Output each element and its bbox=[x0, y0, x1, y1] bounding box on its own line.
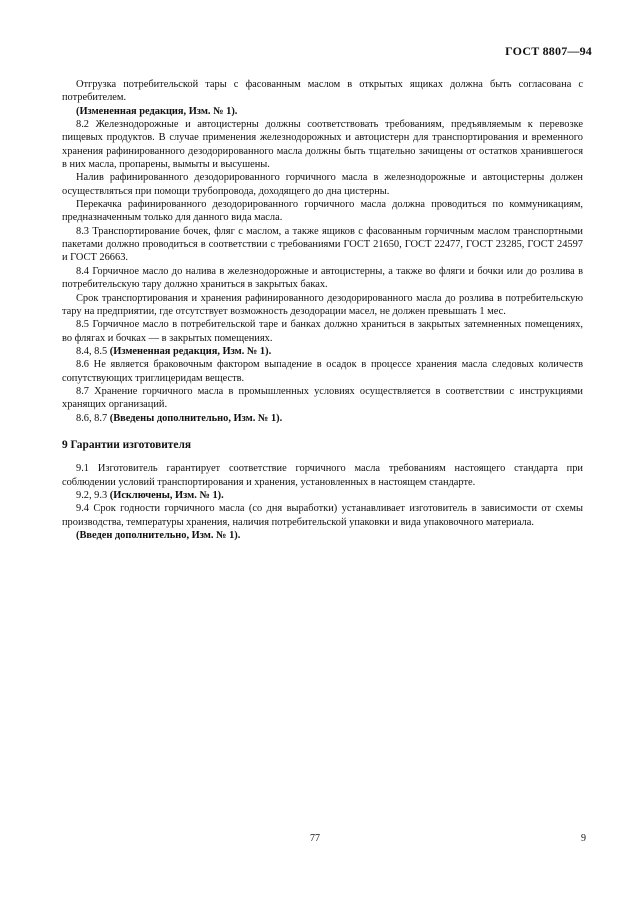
amendment-ref: (Введены дополнительно, Изм. № 1). bbox=[109, 412, 283, 424]
paragraph-8-4: 8.4 Горчичное масло до налива в железнодорожные и автоцистерны, а также во фляги и бочки или до розлива в потребительскую тару должно храниться в закрытых баках. bbox=[62, 265, 583, 291]
document-header: ГОСТ 8807—94 bbox=[505, 44, 592, 58]
clause-numbers: 8.6, 8.7 bbox=[76, 412, 110, 424]
amendment-note: (Измененная редакция, Изм. № 1). bbox=[76, 105, 238, 117]
section-heading: 9 Гарантии изготовителя bbox=[62, 438, 191, 451]
paragraph: Налив рафинированного дезодорированного горчичного масла в железнодорожные и автоцистерны должен осуществляться при помощи трубопровода, доходящего до дна цистерны. bbox=[62, 172, 583, 197]
paragraph-8-2: 8.2 Железнодорожные и автоцистерны должны соответствовать требованиям, предъявляемым к перевозке пищевых продуктов. В случае применения железнодорожных и автоцистерн для транспортирования и временного хранения рафинированного дезодорированного масла должны быть тщательно зачищены от остатков хранившегося в них масла, пропарены, вымыты и высушены. bbox=[62, 119, 583, 171]
paragraph: Перекачка рафинированного дезодорированного горчичного масла должна проводиться по коммуникациям, предназначенным только для данного вида масла. bbox=[62, 199, 583, 224]
paragraph-8-7: 8.7 Хранение горчичного масла в промышленных условиях осуществляется в соответствии с инструкциями хранящих организаций. bbox=[62, 385, 583, 411]
page-number-center: 77 bbox=[310, 833, 320, 844]
amendment-ref: (Исключены, Изм. № 1). bbox=[109, 489, 224, 501]
amendment-note bbox=[62, 489, 583, 502]
amendment-note: (Введен дополнительно, Изм. № 1). bbox=[76, 530, 241, 541]
amendment-note bbox=[62, 345, 583, 358]
paragraph-8-6: 8.6 Не является браковочным фактором выпадение в осадок в процессе хранения масла следовых количеств сопутствующих триглицеридам веществ. bbox=[62, 359, 583, 384]
paragraph-8-5: 8.5 Горчичное масло в потребительской таре и банках должно храниться в закрытых затемненных помещениях, во флягах и бочках — в закрытых помещениях. bbox=[62, 319, 583, 344]
clause-numbers: 8.4, 8.5 bbox=[76, 345, 110, 357]
paragraph-9-1: 9.1 Изготовитель гарантирует соответствие горчичного масла требованиям настоящего стандарта при соблюдении условий транспортирования и хранения, установленных в настоящем стандарте. bbox=[62, 463, 583, 488]
paragraph-9-4: 9.4 Срок годности горчичного масла (со дня выработки) устанавливает изготовитель в зависимости от схемы производства, температуры хранения, наличия потребительской упаковки и вида упаковочного материала. bbox=[62, 503, 583, 528]
paragraph-8-3: 8.3 Транспортирование бочек, фляг с маслом, а также ящиков с фасованным горчичным маслом транспортными пакетами должно проводиться в соответствии с требованиями ГОСТ 21650, ГОСТ 22477, ГОСТ 23285, ГОСТ 24597 и ГОСТ 26663. bbox=[62, 225, 583, 264]
amendment-ref: (Измененная редакция, Изм. № 1). bbox=[109, 345, 272, 357]
clause-numbers: 9.2, 9.3 bbox=[76, 489, 110, 501]
amendment-note bbox=[62, 412, 583, 425]
document-body bbox=[62, 78, 583, 542]
paragraph: Отгрузка потребительской тары с фасованным маслом в открытых ящиках должна быть согласована с потребителем. bbox=[62, 79, 583, 104]
page-number-right: 9 bbox=[581, 833, 586, 844]
paragraph: Срок транспортирования и хранения рафинированного дезодорированного масла до розлива в потребительскую тару на предприятии, где отсутствует возможность дезодорации масел, не должен превышать 1 мес. bbox=[62, 292, 583, 317]
